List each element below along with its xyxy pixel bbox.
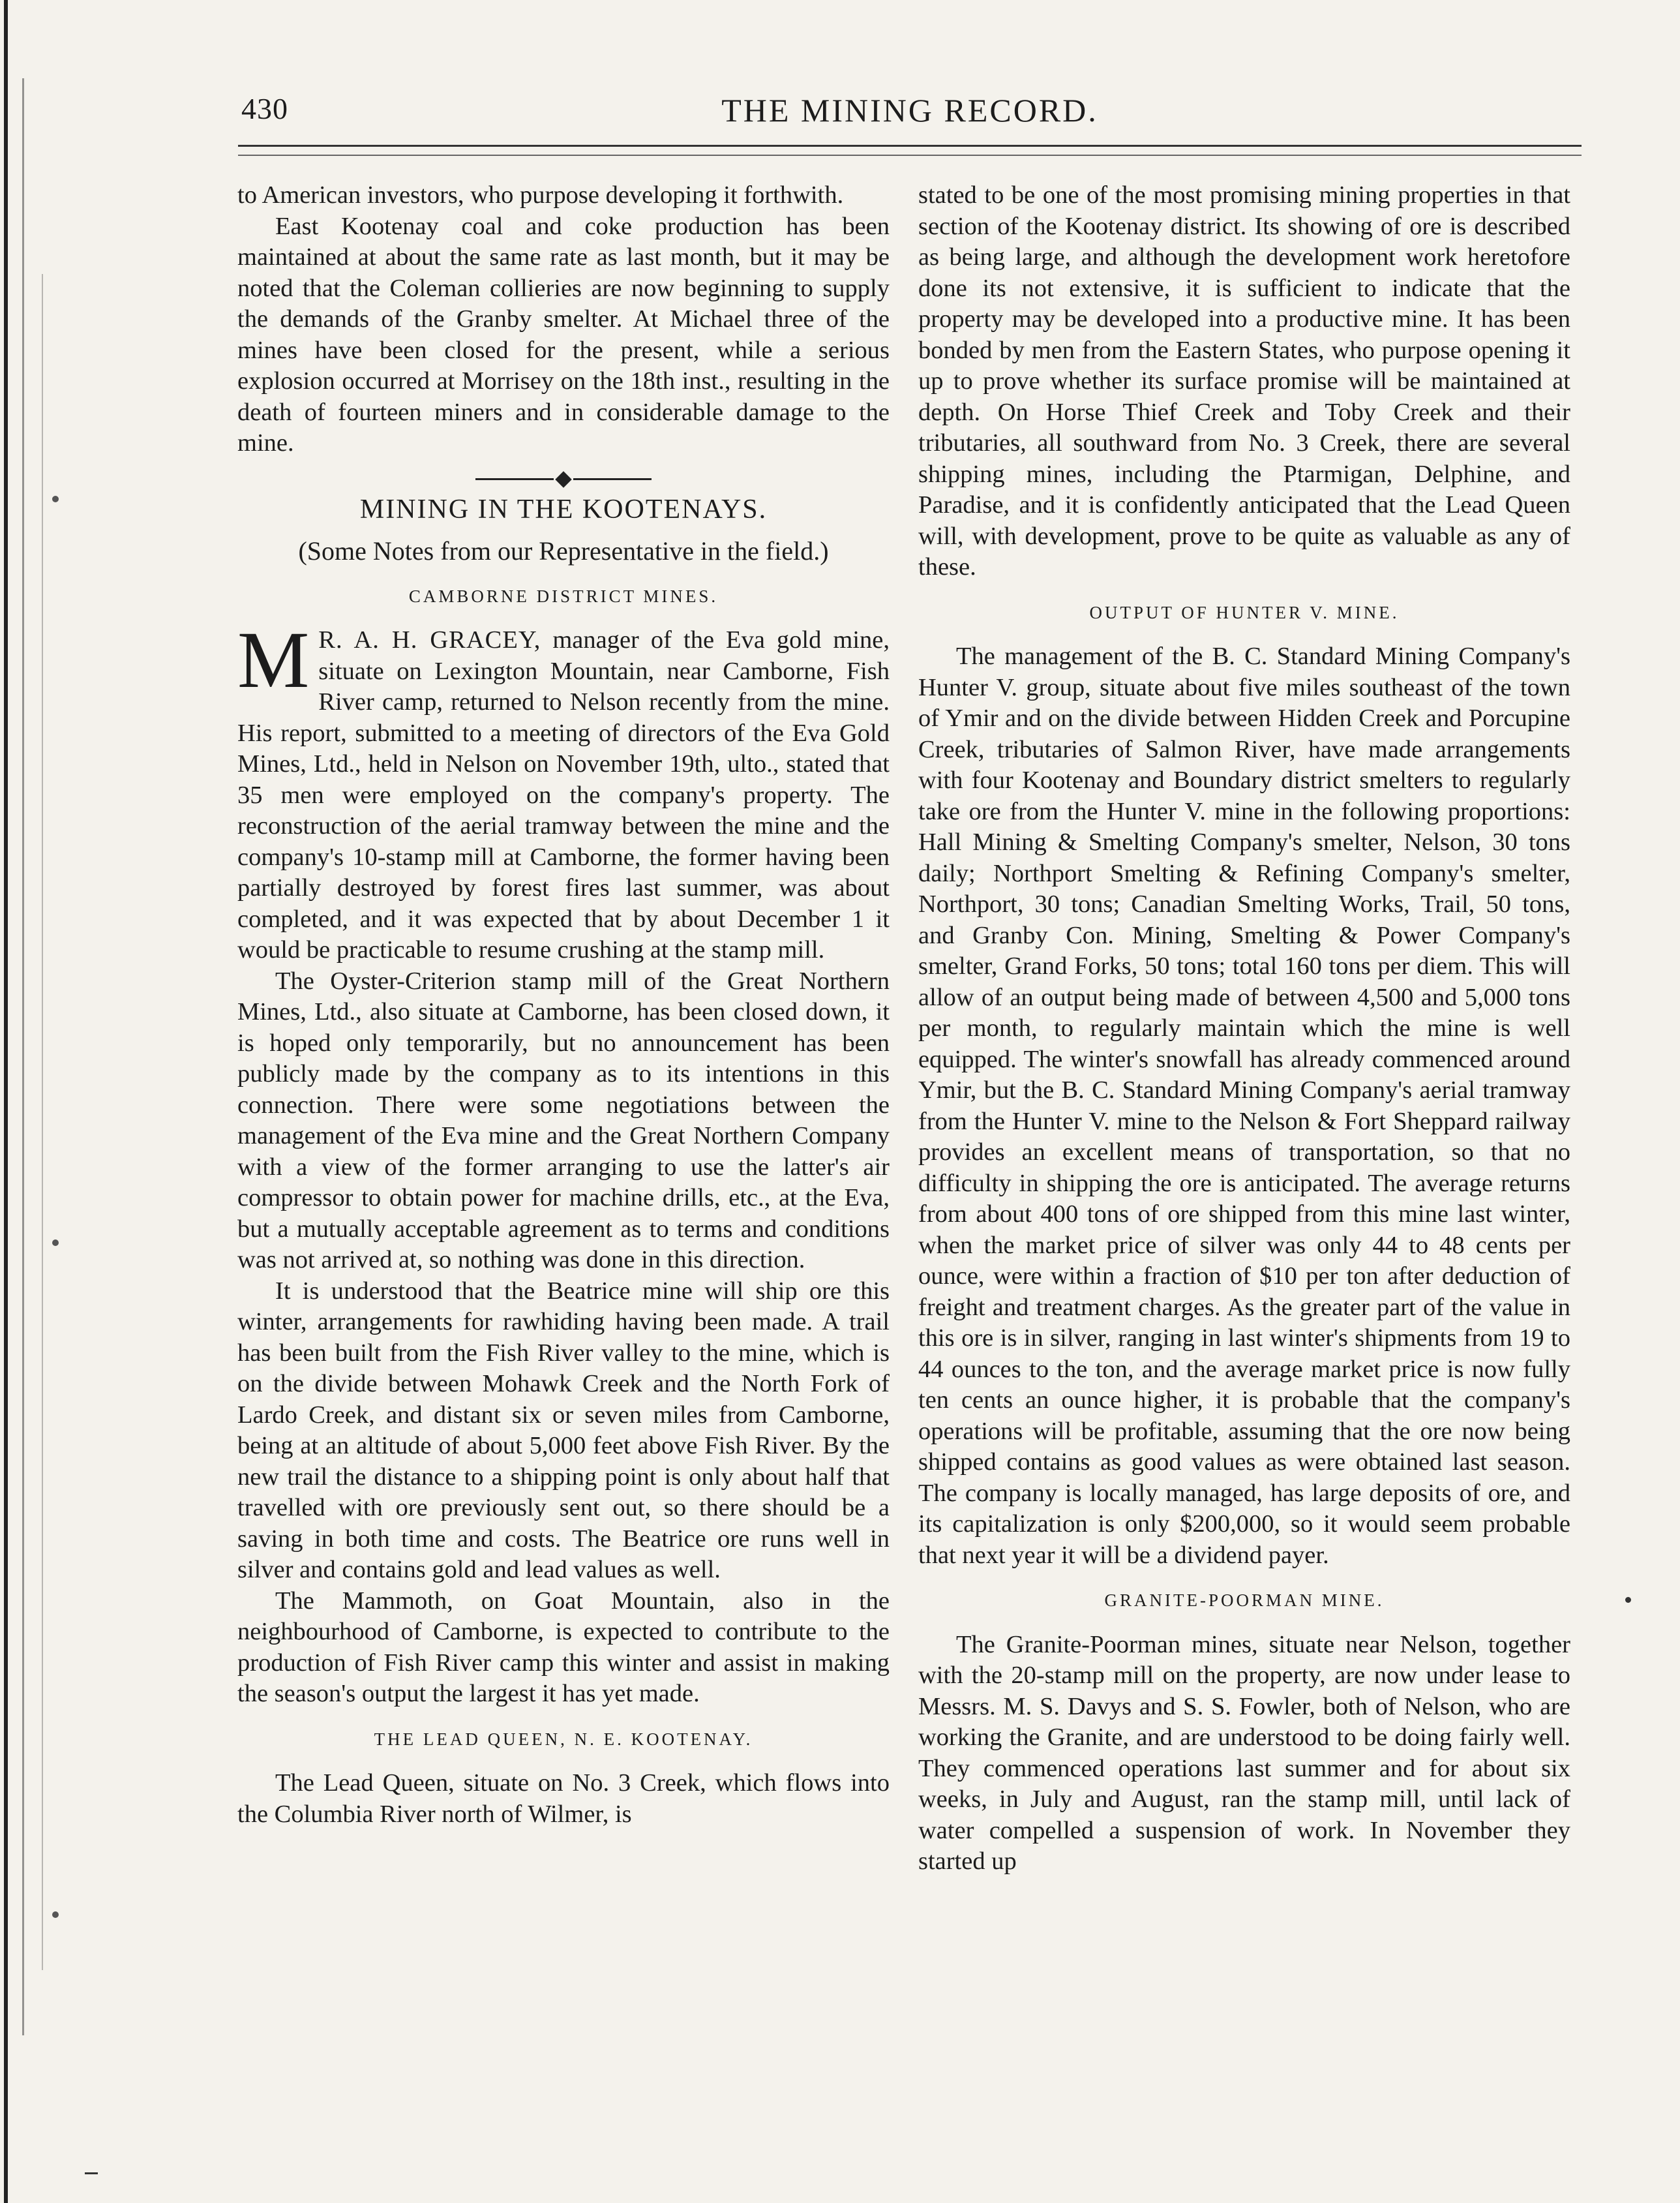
right-column	[918, 180, 1570, 1877]
subheading: THE LEAD QUEEN, N. E. KOOTENAY.	[374, 1729, 753, 1749]
edge-mark	[52, 1239, 59, 1246]
header-rule	[238, 145, 1582, 156]
paragraph: The Mammoth, on Goat Mountain, also in the neighbourhood of Camborne, is expected to contribute to the production of Fish River camp this winter and assist in making the season's output the largest it has yet made.	[237, 1587, 890, 1707]
paragraph: The Granite-Poorman mines, situate near Nelson, together with the 20-stamp mill on the property, are now under lease to Messrs. M. S. Davys and S. S. Fowler, both of Nelson, who are working the Granite, and are understood to be doing fairly well. They commenced operations last summer and for about six weeks, in July and August, ran the stamp mill, until lack of water compelled a suspension of work. In November they started up	[918, 1630, 1570, 1875]
section-ornament	[237, 474, 890, 485]
page-number: 430	[241, 92, 288, 125]
section-title: MINING IN THE KOOTENAYS.	[359, 494, 768, 524]
paragraph: East Kootenay coal and coke production has been maintained at about the same rate as last month, but it may be noted that the Coleman collieries are now beginning to supply the demands of the Granby smelter. At Michael three of the mines have been closed for the present, while a serious explosion occurred at Morrisey on the 18th inst., resulting in the death of fourteen miners and in considerable damage to the mine.	[237, 212, 890, 457]
binding-line	[4, 0, 8, 2203]
paragraph: It is understood that the Beatrice mine will ship ore this winter, arrangements for rawhiding having been made. A trail has been built from the Fish River valley to the mine, which is on the divide between Mohawk Creek and the North Fork of Lardo Creek, and distant six or seven miles from Camborne, being at an altitude of about 5,000 feet above Fish River. By the new trail the distance to a shipping point is only about half that travelled with ore previously sent out, so there should be a saving in both time and costs. The Beatrice ore runs well in silver and contains gold and lead values as well.	[237, 1277, 890, 1583]
journal-title: THE MINING RECORD.	[721, 92, 1098, 129]
binding-edge	[0, 0, 59, 2203]
edge-mark	[52, 496, 59, 502]
subheading: CAMBORNE DISTRICT MINES.	[408, 586, 719, 606]
stray-mark	[1625, 1597, 1631, 1603]
subheading: GRANITE-POORMAN MINE.	[1104, 1590, 1385, 1610]
lead-caps: R. A. H. GRACEY,	[318, 626, 541, 654]
paragraph-text: manager of the Eva gold mine, situate on Lexington Mountain, near Camborne, Fish River camp, returned to Nelson recently from the mine. His report, submitted to a meeting of directors of the Eva Gold Mines, Ltd., held in Nelson on November 19th, ulto., stated that 35 men were employed on the company's property. The reconstruction of the aerial tramway between the mine and the company's 10-stamp mill at Camborne, the former having been partially destroyed by forest fires last summer, was about completed, and it was expected that by about December 1 it would be practicable to resume crushing at the stamp mill.	[237, 626, 890, 964]
paragraph: to American investors, who purpose developing it forthwith.	[237, 181, 844, 209]
paragraph: The management of the B. C. Standard Mining Company's Hunter V. group, situate about five miles southeast of the town of Ymir and on the divide between Hidden Creek and Porcupine Creek, tributaries of Salmon River, have made arrangements with four Kootenay and Boundary district smelters to regularly take ore from the Hunter V. mine in the following proportions: Hall Mining & Smelting Company's smelter, Nelson, 30 tons daily; Northport Smelting & Refining Company's smelter, Northport, 30 tons; Canadian Smelting Works, Trail, 50 tons, and Granby Con. Mining, Smelting & Power Company's smelter, Grand Forks, 50 tons; total 160 tons per diem. This will allow of an output being made of between 4,500 and 5,000 tons per month, to regularly maintain which the mine is well equipped. The winter's snowfall has already commenced around Ymir, but the B. C. Standard Mining Company's aerial tramway from the Hunter V. mine to the Nelson & Fort Sheppard railway provides an excellent means of transportation, so that no difficulty in shipping the ore is anticipated. The average returns from about 400 tons of ore shipped from this mine last winter, when the market price of silver was only 44 to 48 cents per ounce, were within a fraction of $10 per ton after deduction of freight and treatment charges. As the greater part of the value in this ore is in silver, ranging in last winter's shipments from 19 to 44 ounces to the ton, and the average market price is now fully ten cents an ounce higher, it is probable that the company's operations will be profitable, assuming that the ore now being shipped contains as good values as were obtained last season. The company is locally managed, has large deposits of ore, and its capitalization is only $200,000, so it would seem probable that next year it will be a dividend payer.	[918, 643, 1570, 1569]
edge-mark	[52, 1911, 59, 1918]
section-subtitle: (Some Notes from our Representative in the field.)	[298, 536, 829, 566]
binding-line	[22, 78, 24, 2035]
paragraph: stated to be one of the most promising mining properties in that section of the Kootenay district. Its showing of ore is described as being large, and although the development work heretofore done its not extensive, it is sufficient to indicate that the property may be developed into a productive mine. It has been bonded by men from the Eastern States, who purpose opening it up to prove whether its surface promise will be maintained at depth. On Horse Thief Creek and Toby Creek and their tributaries, all southward from No. 3 Creek, there are several shipping mines, including the Ptarmigan, Delphine, and Paradise, and it is confidently anticipated that the Lead Queen will, with development, prove to be quite as valuable as any of these.	[918, 181, 1570, 581]
stray-mark	[85, 2172, 98, 2174]
paragraph: The Lead Queen, situate on No. 3 Creek, which flows into the Columbia River north of Wilmer, is	[237, 1769, 890, 1828]
binding-line	[42, 274, 43, 1970]
left-column	[237, 180, 890, 1830]
lead-paragraph	[237, 615, 890, 966]
running-head	[241, 91, 1578, 144]
subheading: OUTPUT OF HUNTER V. MINE.	[1089, 602, 1400, 622]
drop-cap: M	[237, 615, 310, 705]
paragraph: The Oyster-Criterion stamp mill of the Great Northern Mines, Ltd., also situate at Camborne, has been closed down, it is hoped only temporarily, but no announcement has been publicly made by the company as to its intentions in this connection. There were some negotiations between the management of the Eva mine and the Great Northern Company with a view of the former arranging to use the latter's air compressor to obtain power for machine drills, etc., at the Eva, but a mutually acceptable agreement as to terms and conditions was not arrived at, so nothing was done in this direction.	[237, 967, 890, 1273]
